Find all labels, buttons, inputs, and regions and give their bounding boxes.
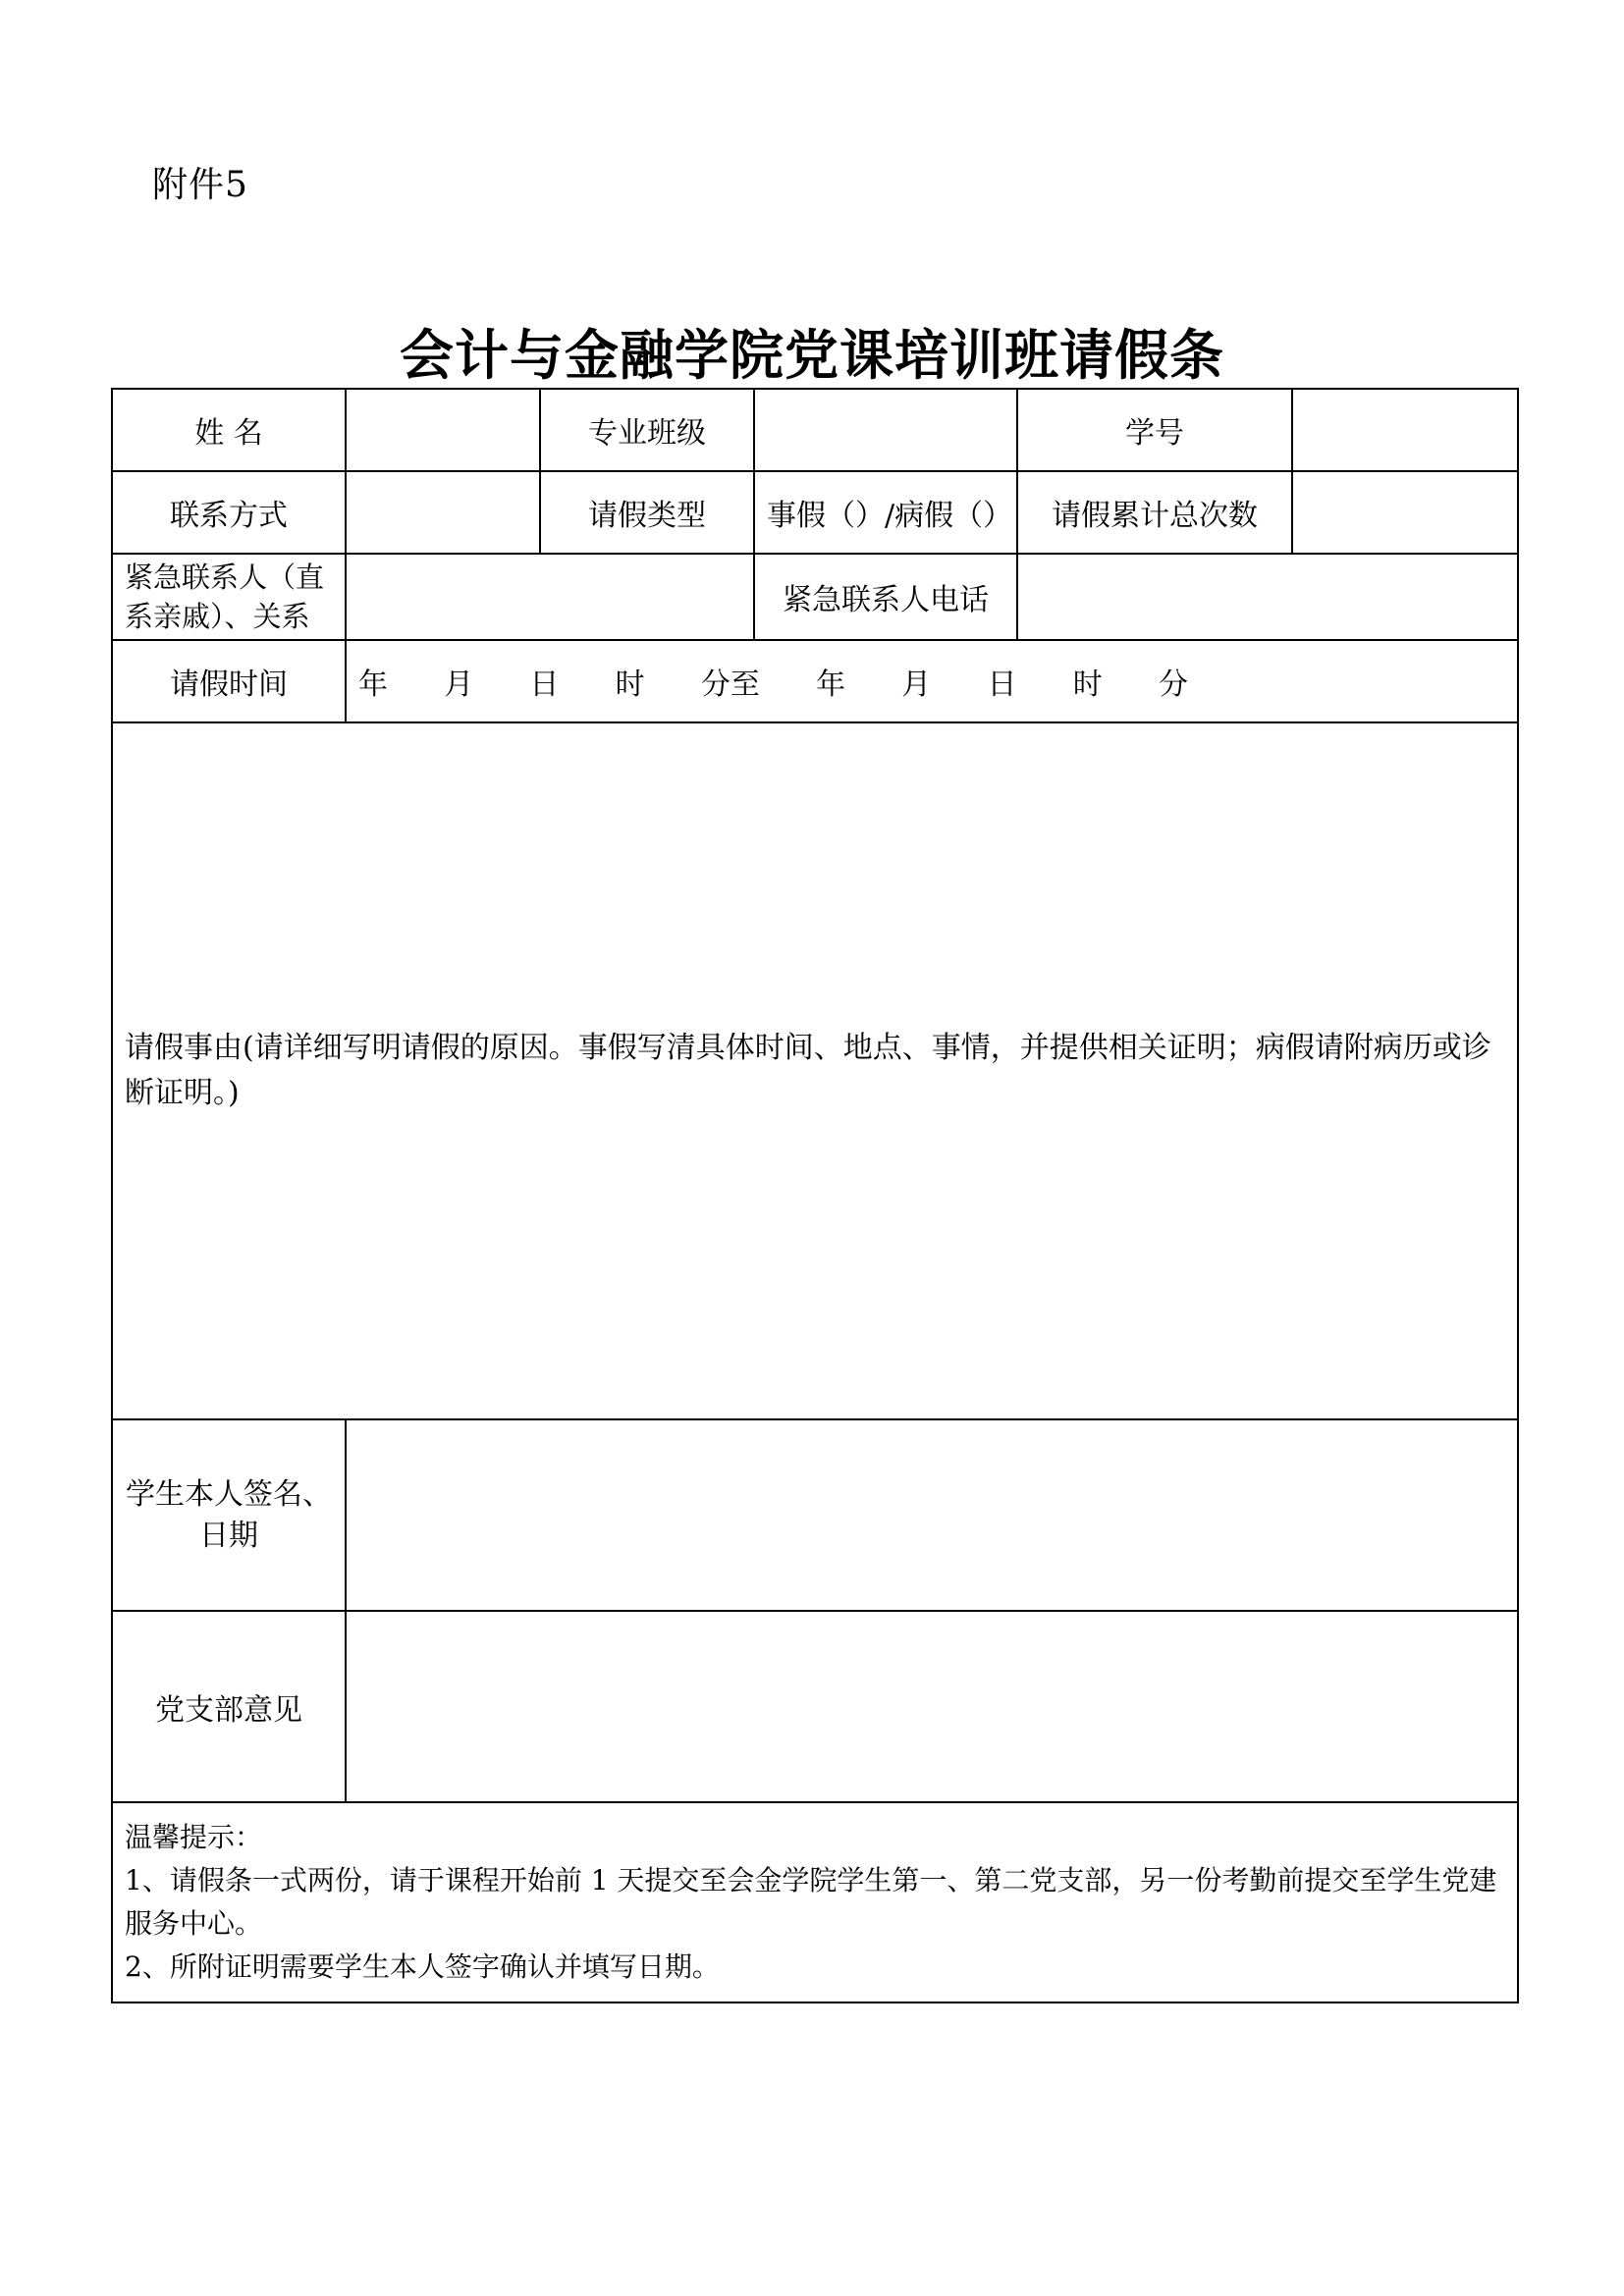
leave-count-label: 请假累计总次数 xyxy=(1017,471,1292,554)
emergency-contact-field[interactable] xyxy=(346,554,754,640)
form-row-tips xyxy=(112,1802,1518,2002)
leave-reason-field[interactable] xyxy=(112,722,1518,1419)
form-row-reason xyxy=(112,722,1518,1419)
emergency-phone-label: 紧急联系人电话 xyxy=(754,554,1017,640)
form-row-leave-time xyxy=(112,640,1518,722)
form-row-signature xyxy=(112,1419,1518,1611)
contact-label: 联系方式 xyxy=(112,471,346,554)
leave-time-field[interactable]: 年 月 日 时 分至 年 月 日 时 分 xyxy=(346,640,1518,722)
name-field[interactable] xyxy=(346,389,540,471)
signature-label-line2: 日期 xyxy=(199,1518,258,1553)
name-label: 姓 名 xyxy=(112,389,346,471)
tips-box xyxy=(112,1802,1518,2002)
student-id-field[interactable] xyxy=(1292,389,1518,471)
class-field[interactable] xyxy=(754,389,1017,471)
emergency-contact-label: 紧急联系人（直系亲戚）、关系 xyxy=(112,554,346,640)
attachment-label: 附件5 xyxy=(152,165,248,205)
form-row-branch-opinion xyxy=(112,1611,1518,1802)
leave-count-field[interactable] xyxy=(1292,471,1518,554)
tips-heading: 温馨提示： xyxy=(125,1821,263,1853)
leave-type-label: 请假类型 xyxy=(540,471,754,554)
form-row-contact xyxy=(112,471,1518,554)
form-row-basic-info xyxy=(112,389,1518,471)
page-title: 会计与金融学院党课培训班请假条 xyxy=(399,324,1224,387)
student-id-label: 学号 xyxy=(1017,389,1292,471)
branch-opinion-field[interactable] xyxy=(346,1611,1518,1802)
emergency-phone-field[interactable] xyxy=(1017,554,1518,640)
class-label: 专业班级 xyxy=(540,389,754,471)
signature-label-line1: 学生本人签名、 xyxy=(126,1476,332,1512)
tips-item-1: 1、请假条一式两份，请于课程开始前 1 天提交至会金学院学生第一、第二党支部，另一份考勤前提交至学生党建服务中心。 xyxy=(125,1864,1497,1940)
signature-label xyxy=(112,1419,346,1611)
leave-time-label: 请假时间 xyxy=(112,640,346,722)
form-row-emergency xyxy=(112,554,1518,640)
leave-reason-instructions: 请假事由(请详细写明请假的原因。事假写清具体时间、地点、事情，并提供相关证明；病假请附病历或诊断证明。) xyxy=(125,1031,1491,1110)
signature-field[interactable] xyxy=(346,1419,1518,1611)
contact-field[interactable] xyxy=(346,471,540,554)
branch-opinion-label: 党支部意见 xyxy=(112,1611,346,1802)
leave-request-form xyxy=(111,388,1519,2003)
leave-type-options[interactable]: 事假（）/病假（） xyxy=(754,471,1017,554)
tips-item-2: 2、所附证明需要学生本人签字确认并填写日期。 xyxy=(125,1950,720,1983)
